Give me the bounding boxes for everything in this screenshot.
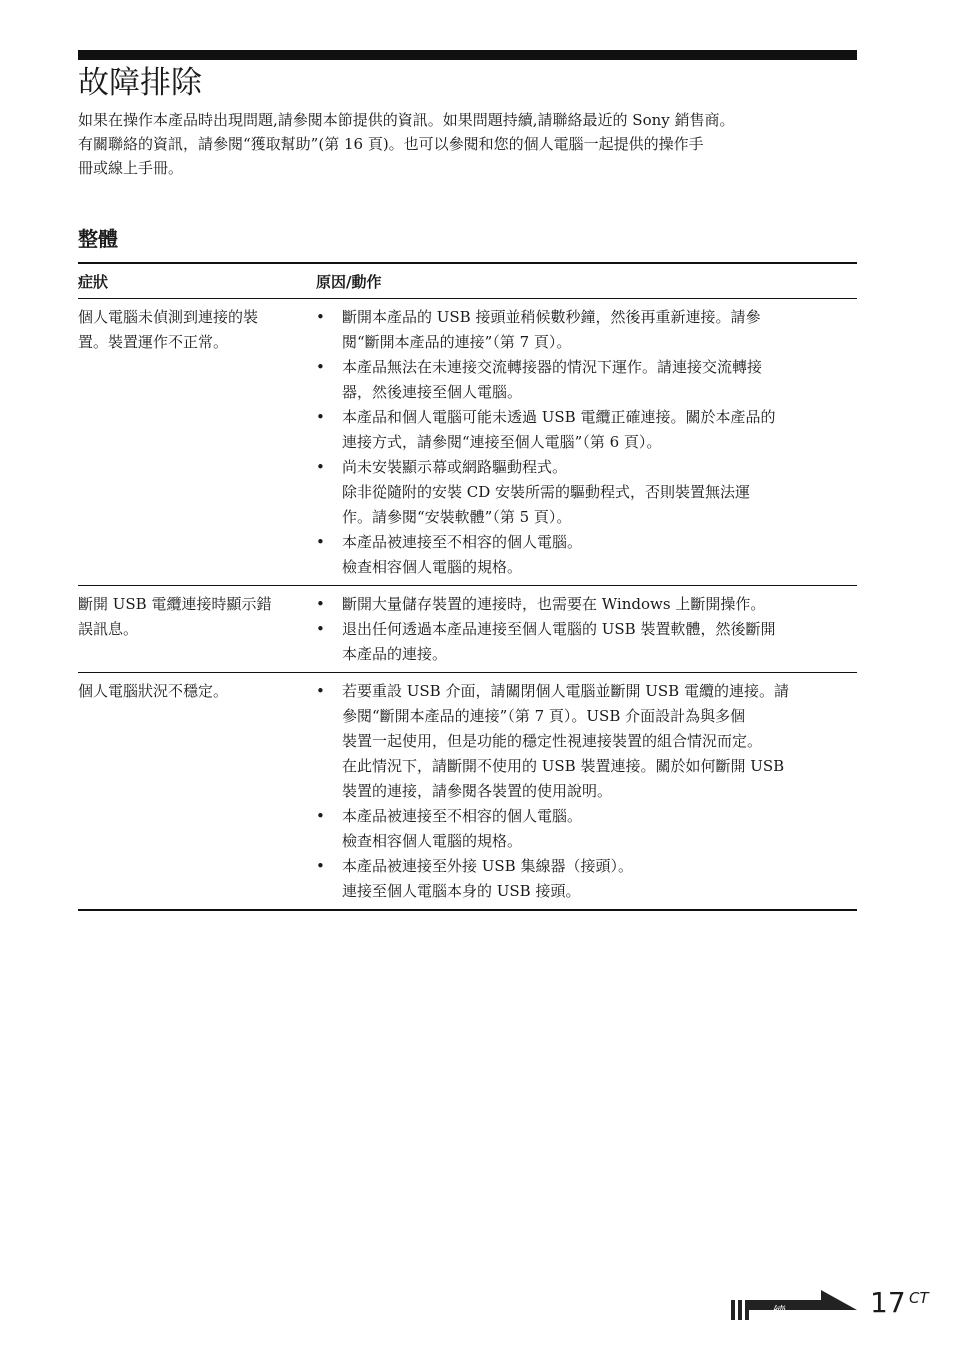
- continue-arrow-icon: [745, 1290, 857, 1320]
- action-line: • 本產品被連接至不相容的個人電腦。: [342, 807, 583, 825]
- intro-line: 如果在操作本產品時出現問題,請參閱本節提供的資訊。如果問題持續,請聯絡最近的 Sony 銷售商。: [78, 111, 735, 129]
- header-cause-action: 原因/動作: [316, 273, 382, 291]
- actions-cell: [316, 592, 857, 667]
- action-item: [316, 530, 857, 580]
- symptom-cell: [78, 592, 316, 667]
- action-item: [316, 355, 857, 405]
- page-title: 故障排除: [78, 65, 202, 101]
- action-line: 作。請參閱“安裝軟體”（第 5 頁）。: [342, 508, 572, 526]
- action-line: • 本產品和個人電腦可能未透過 USB 電纜正確連接。關於本產品的: [342, 408, 776, 426]
- table-row: [78, 673, 857, 909]
- symptom-line: 斷開 USB 電纜連接時顯示錯: [78, 595, 272, 613]
- action-line: 連接方式，請參閱“連接至個人電腦”（第 6 頁）。: [342, 433, 662, 451]
- action-line: • 尚未安裝顯示幕或網路驅動程式。: [342, 458, 568, 476]
- header-symptom: 症狀: [78, 273, 109, 291]
- page-number: 17: [870, 1286, 906, 1319]
- action-line: 檢查相容個人電腦的規格。: [342, 558, 523, 576]
- action-item: [316, 617, 857, 667]
- troubleshooting-table: [78, 262, 857, 911]
- section-title: 整體: [78, 227, 118, 251]
- action-line: 參閱“斷開本產品的連接”（第 7 頁）。USB 介面設計為與多個: [342, 707, 746, 725]
- action-item: [316, 854, 857, 904]
- symptom-line: 置。裝置運作不正常。: [78, 333, 229, 351]
- action-line: 裝置的連接，請參閱各裝置的使用說明。: [342, 782, 613, 800]
- action-list: [316, 305, 857, 580]
- action-list: [316, 592, 857, 667]
- continue-label: 續: [773, 1305, 787, 1320]
- action-item: [316, 455, 857, 530]
- top-rule: [78, 50, 857, 60]
- table-row: [78, 299, 857, 586]
- symptom-line: 誤訊息。: [78, 620, 139, 638]
- action-line: • 斷開本產品的 USB 接頭並稍候數秒鐘，然後再重新連接。請參: [342, 308, 761, 326]
- table-row: [78, 586, 857, 673]
- page-suffix: CT: [909, 1289, 929, 1307]
- action-line: • 本產品被連接至不相容的個人電腦。: [342, 533, 583, 551]
- intro-line: 冊或線上手冊。: [78, 159, 184, 177]
- action-line: 連接至個人電腦本身的 USB 接頭。: [342, 882, 581, 900]
- action-line: • 本產品被連接至外接 USB 集線器（接頭）。: [342, 857, 633, 875]
- action-line: 裝置一起使用，但是功能的穩定性視連接裝置的組合情況而定。: [342, 732, 763, 750]
- action-line: • 本產品無法在未連接交流轉接器的情況下運作。請連接交流轉接: [342, 358, 763, 376]
- action-line: 器，然後連接至個人電腦。: [342, 383, 523, 401]
- action-item: [316, 592, 857, 617]
- intro-line: 有關聯絡的資訊，請參閱“獲取幫助”(第 16 頁)。也可以參閱和您的個人電腦一起提供的操作手: [78, 135, 704, 153]
- action-list: [316, 679, 857, 904]
- intro-paragraph: [78, 108, 858, 180]
- symptom-line: 個人電腦未偵測到連接的裝: [78, 308, 259, 326]
- symptom-cell: [78, 305, 316, 580]
- table-header: [78, 264, 857, 299]
- action-line: • 斷開大量儲存裝置的連接時，也需要在 Windows 上斷開操作。: [342, 595, 766, 613]
- action-line: 除非從隨附的安裝 CD 安裝所需的驅動程式，否則裝置無法運: [342, 483, 751, 501]
- action-line: 本產品的連接。: [342, 645, 448, 663]
- action-item: [316, 305, 857, 355]
- symptom-cell: [78, 679, 316, 904]
- action-item: [316, 405, 857, 455]
- actions-cell: [316, 679, 857, 904]
- action-line: • 退出任何透過本產品連接至個人電腦的 USB 裝置軟體，然後斷開: [342, 620, 776, 638]
- symptom-line: 個人電腦狀況不穩定。: [78, 682, 229, 700]
- action-line: 閱“斷開本產品的連接”（第 7 頁）。: [342, 333, 572, 351]
- actions-cell: [316, 305, 857, 580]
- action-line: 檢查相容個人電腦的規格。: [342, 832, 523, 850]
- action-line: 在此情況下，請斷開不使用的 USB 裝置連接。關於如何斷開 USB: [342, 757, 785, 775]
- action-item: [316, 804, 857, 854]
- action-line: • 若要重設 USB 介面，請關閉個人電腦並斷開 USB 電纜的連接。請: [342, 682, 789, 700]
- action-item: [316, 679, 857, 804]
